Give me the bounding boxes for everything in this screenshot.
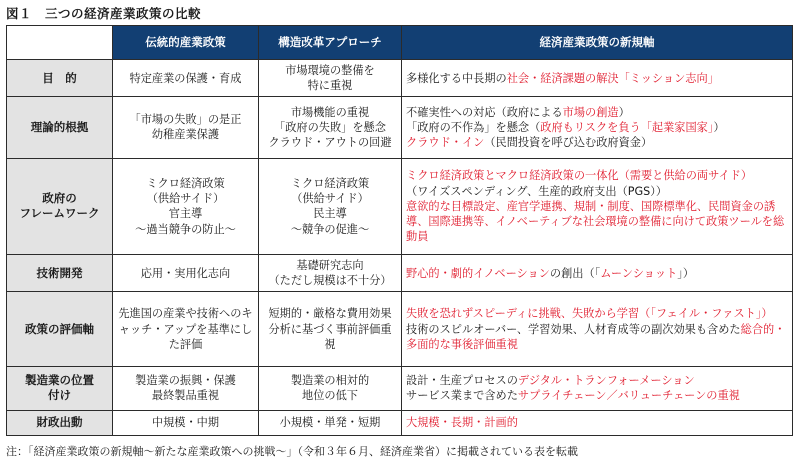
table-row-tech-development [7, 255, 793, 292]
highlight-text: ムーンショット [600, 266, 678, 280]
cell-structural-line: 地位の低下 [302, 389, 358, 403]
row-label-line: 製造業の位置 [25, 373, 94, 388]
table-row-rationale [7, 97, 793, 158]
cell-traditional [113, 60, 259, 97]
row-label [7, 255, 113, 292]
cell-new-axis-line [406, 373, 788, 388]
cell-traditional-line: 官主導 [168, 207, 203, 221]
body-text: （ワイズスペンディング、生産的政府支出（PGS）） [406, 184, 668, 198]
cell-traditional-line: 特定産業の保護・育成 [129, 71, 242, 85]
column-header-new: 経済産業政策の新規軸 [402, 26, 793, 60]
body-text: 設計・生産プロセスの [406, 374, 518, 388]
header-row [7, 26, 793, 60]
cell-structural-line: 市場環境の整備を [285, 63, 375, 77]
cell-traditional [113, 292, 259, 367]
row-label-line: 財政出動 [36, 415, 83, 430]
cell-structural-line: 市場機能の重視 [290, 105, 370, 119]
cell-structural-line: （ただし規模は不十分） [268, 274, 392, 288]
cell-structural [259, 60, 402, 97]
row-label-line: 政策の評価軸 [25, 321, 94, 336]
cell-structural-line: 「政府の失敗」を懸念 [274, 120, 386, 134]
row-label [7, 158, 113, 254]
cell-structural-line: 小規模・単発・短期 [279, 416, 381, 430]
row-label-line: フレームワーク [19, 206, 100, 221]
cell-new-axis-line [406, 120, 788, 135]
body-text: 「政府の不作為」を懸念（ [406, 120, 541, 134]
cell-traditional-line: 製造業の振興・保護 [135, 374, 236, 388]
cell-new-axis-line [406, 306, 788, 321]
cell-structural-line: ミクロ経済政策 [290, 176, 370, 190]
cell-traditional [113, 410, 259, 435]
body-text: サービス業まで含めた [406, 389, 518, 403]
body-text: 不確実性への対応（政府による [406, 105, 563, 119]
cell-traditional [113, 97, 259, 158]
cell-new-axis [402, 255, 793, 292]
cell-structural-line: 民主導 [313, 207, 347, 221]
highlight-text: ミクロ経済政策とマクロ経済政策の一体化（需要と供給の両サイド） [406, 169, 753, 183]
cell-new-axis-line [406, 199, 788, 245]
row-label-line: 政府の [42, 191, 77, 206]
highlight-text: 総合的・多面的な事後評価重視 [406, 322, 786, 351]
cell-structural-line: 基礎研究志向 [296, 259, 364, 273]
cell-traditional-line: 応用・実用化志向 [140, 266, 231, 280]
cell-new-axis-line [406, 266, 788, 281]
cell-new-axis-line [406, 322, 788, 352]
body-text: 技術のスピルオーバー、学習効果、人材育成等の副次効果も含めた [406, 322, 741, 336]
cell-traditional [113, 255, 259, 292]
body-text: ） [618, 105, 630, 119]
cell-structural [259, 366, 402, 410]
table-row-manufacturing [7, 366, 793, 410]
cell-traditional-line: （供給サイド） [146, 192, 225, 206]
highlight-text: デジタル・トランフォーメーション [517, 374, 695, 388]
row-label [7, 366, 113, 410]
row-label-line: 付け [48, 388, 71, 403]
row-label-line: 目 的 [42, 70, 77, 85]
highlight-text: 野心的・劇的イノベーション [406, 266, 550, 280]
cell-traditional-line: 〜過当競争の防止〜 [135, 222, 236, 236]
cell-structural [259, 292, 402, 367]
cell-structural [259, 255, 402, 292]
cell-traditional-line: ミクロ経済政策 [146, 176, 225, 190]
cell-new-axis [402, 97, 793, 158]
cell-structural-line: 短期的・厳格な費用効果分析に基づく事前評価重視 [268, 307, 392, 351]
cell-structural [259, 97, 402, 158]
highlight-text: 社会・経済課題の解決「ミッション志向」 [506, 71, 719, 85]
corner-cell [7, 26, 113, 60]
highlight-text: サプライチェーン／バリューチェーンの重視 [517, 389, 740, 403]
cell-new-axis-line [406, 71, 788, 86]
row-label [7, 60, 113, 97]
cell-traditional [113, 366, 259, 410]
cell-new-axis-line [406, 135, 788, 150]
cell-new-axis-line [406, 388, 788, 403]
highlight-text: クラウド・イン [406, 136, 485, 150]
figure-title: 図１ 三つの経済産業政策の比較 [6, 6, 202, 21]
cell-new-axis-line [406, 184, 788, 199]
cell-new-axis-line [406, 105, 788, 120]
body-text: 多様化する中長期の [406, 71, 507, 85]
footnote: 注：「経済産業政策の新規軸〜新たな産業政策への挑戦〜」（令和３年６月、経済産業省）に掲載されている表を転載 [6, 445, 578, 458]
cell-new-axis [402, 366, 793, 410]
comparison-table [6, 25, 793, 436]
cell-traditional-line: 最終製品重視 [151, 389, 220, 403]
highlight-text: 失敗を恐れずスピーディに挑戦、失敗から学習（「フェイル・ファスト」） [406, 307, 773, 321]
cell-traditional [113, 158, 259, 254]
body-text: （民間投資を呼び込む政府資金） [484, 136, 653, 150]
body-text: の創出（「 [549, 266, 601, 280]
row-label [7, 292, 113, 367]
cell-new-axis [402, 60, 793, 97]
cell-traditional-line: 中規模・中期 [151, 416, 220, 430]
cell-new-axis-line [406, 415, 788, 430]
cell-traditional-line: 「市場の失敗」の是正 [129, 113, 242, 127]
cell-structural [259, 158, 402, 254]
row-label [7, 97, 113, 158]
row-label [7, 410, 113, 435]
cell-new-axis [402, 292, 793, 367]
body-text: ） [713, 120, 725, 134]
cell-structural-line: クラウド・アウトの回避 [268, 136, 392, 150]
row-label-line: 理論的根拠 [30, 119, 89, 134]
cell-traditional-line: 幼稚産業保護 [151, 128, 220, 142]
highlight-text: 大規模・長期・計画的 [406, 416, 518, 430]
highlight-text: 政府もリスクを負う「起業家国家」 [540, 120, 714, 134]
table-row-purpose [7, 60, 793, 97]
cell-new-axis [402, 410, 793, 435]
body-text: 」） [677, 266, 695, 280]
cell-structural-line: 製造業の相対的 [290, 374, 370, 388]
cell-traditional-line: 先進国の産業や技術へのキャッチ・アップを基準にした評価 [118, 307, 253, 351]
cell-new-axis [402, 158, 793, 254]
cell-structural [259, 410, 402, 435]
cell-structural-line: （供給サイド） [291, 192, 369, 206]
column-header-structural: 構造改革アプローチ [259, 26, 402, 60]
highlight-text: 意欲的な目標設定、産官学連携、規制・制度、国際標準化、民間資金の誘導、国際連携等、イノベーティブな社会環境の整備に向けて政策ツールを総動員 [406, 199, 785, 244]
cell-new-axis-line [406, 168, 788, 183]
column-header-traditional: 伝統的産業政策 [113, 26, 259, 60]
row-label-line: 技術開発 [36, 265, 83, 280]
highlight-text: 市場の創造 [562, 105, 619, 119]
table-row-fiscal [7, 410, 793, 435]
table-row-evaluation [7, 292, 793, 367]
cell-structural-line: 特に重視 [307, 79, 353, 93]
table-row-framework [7, 158, 793, 254]
cell-structural-line: 〜競争の促進〜 [290, 222, 370, 236]
